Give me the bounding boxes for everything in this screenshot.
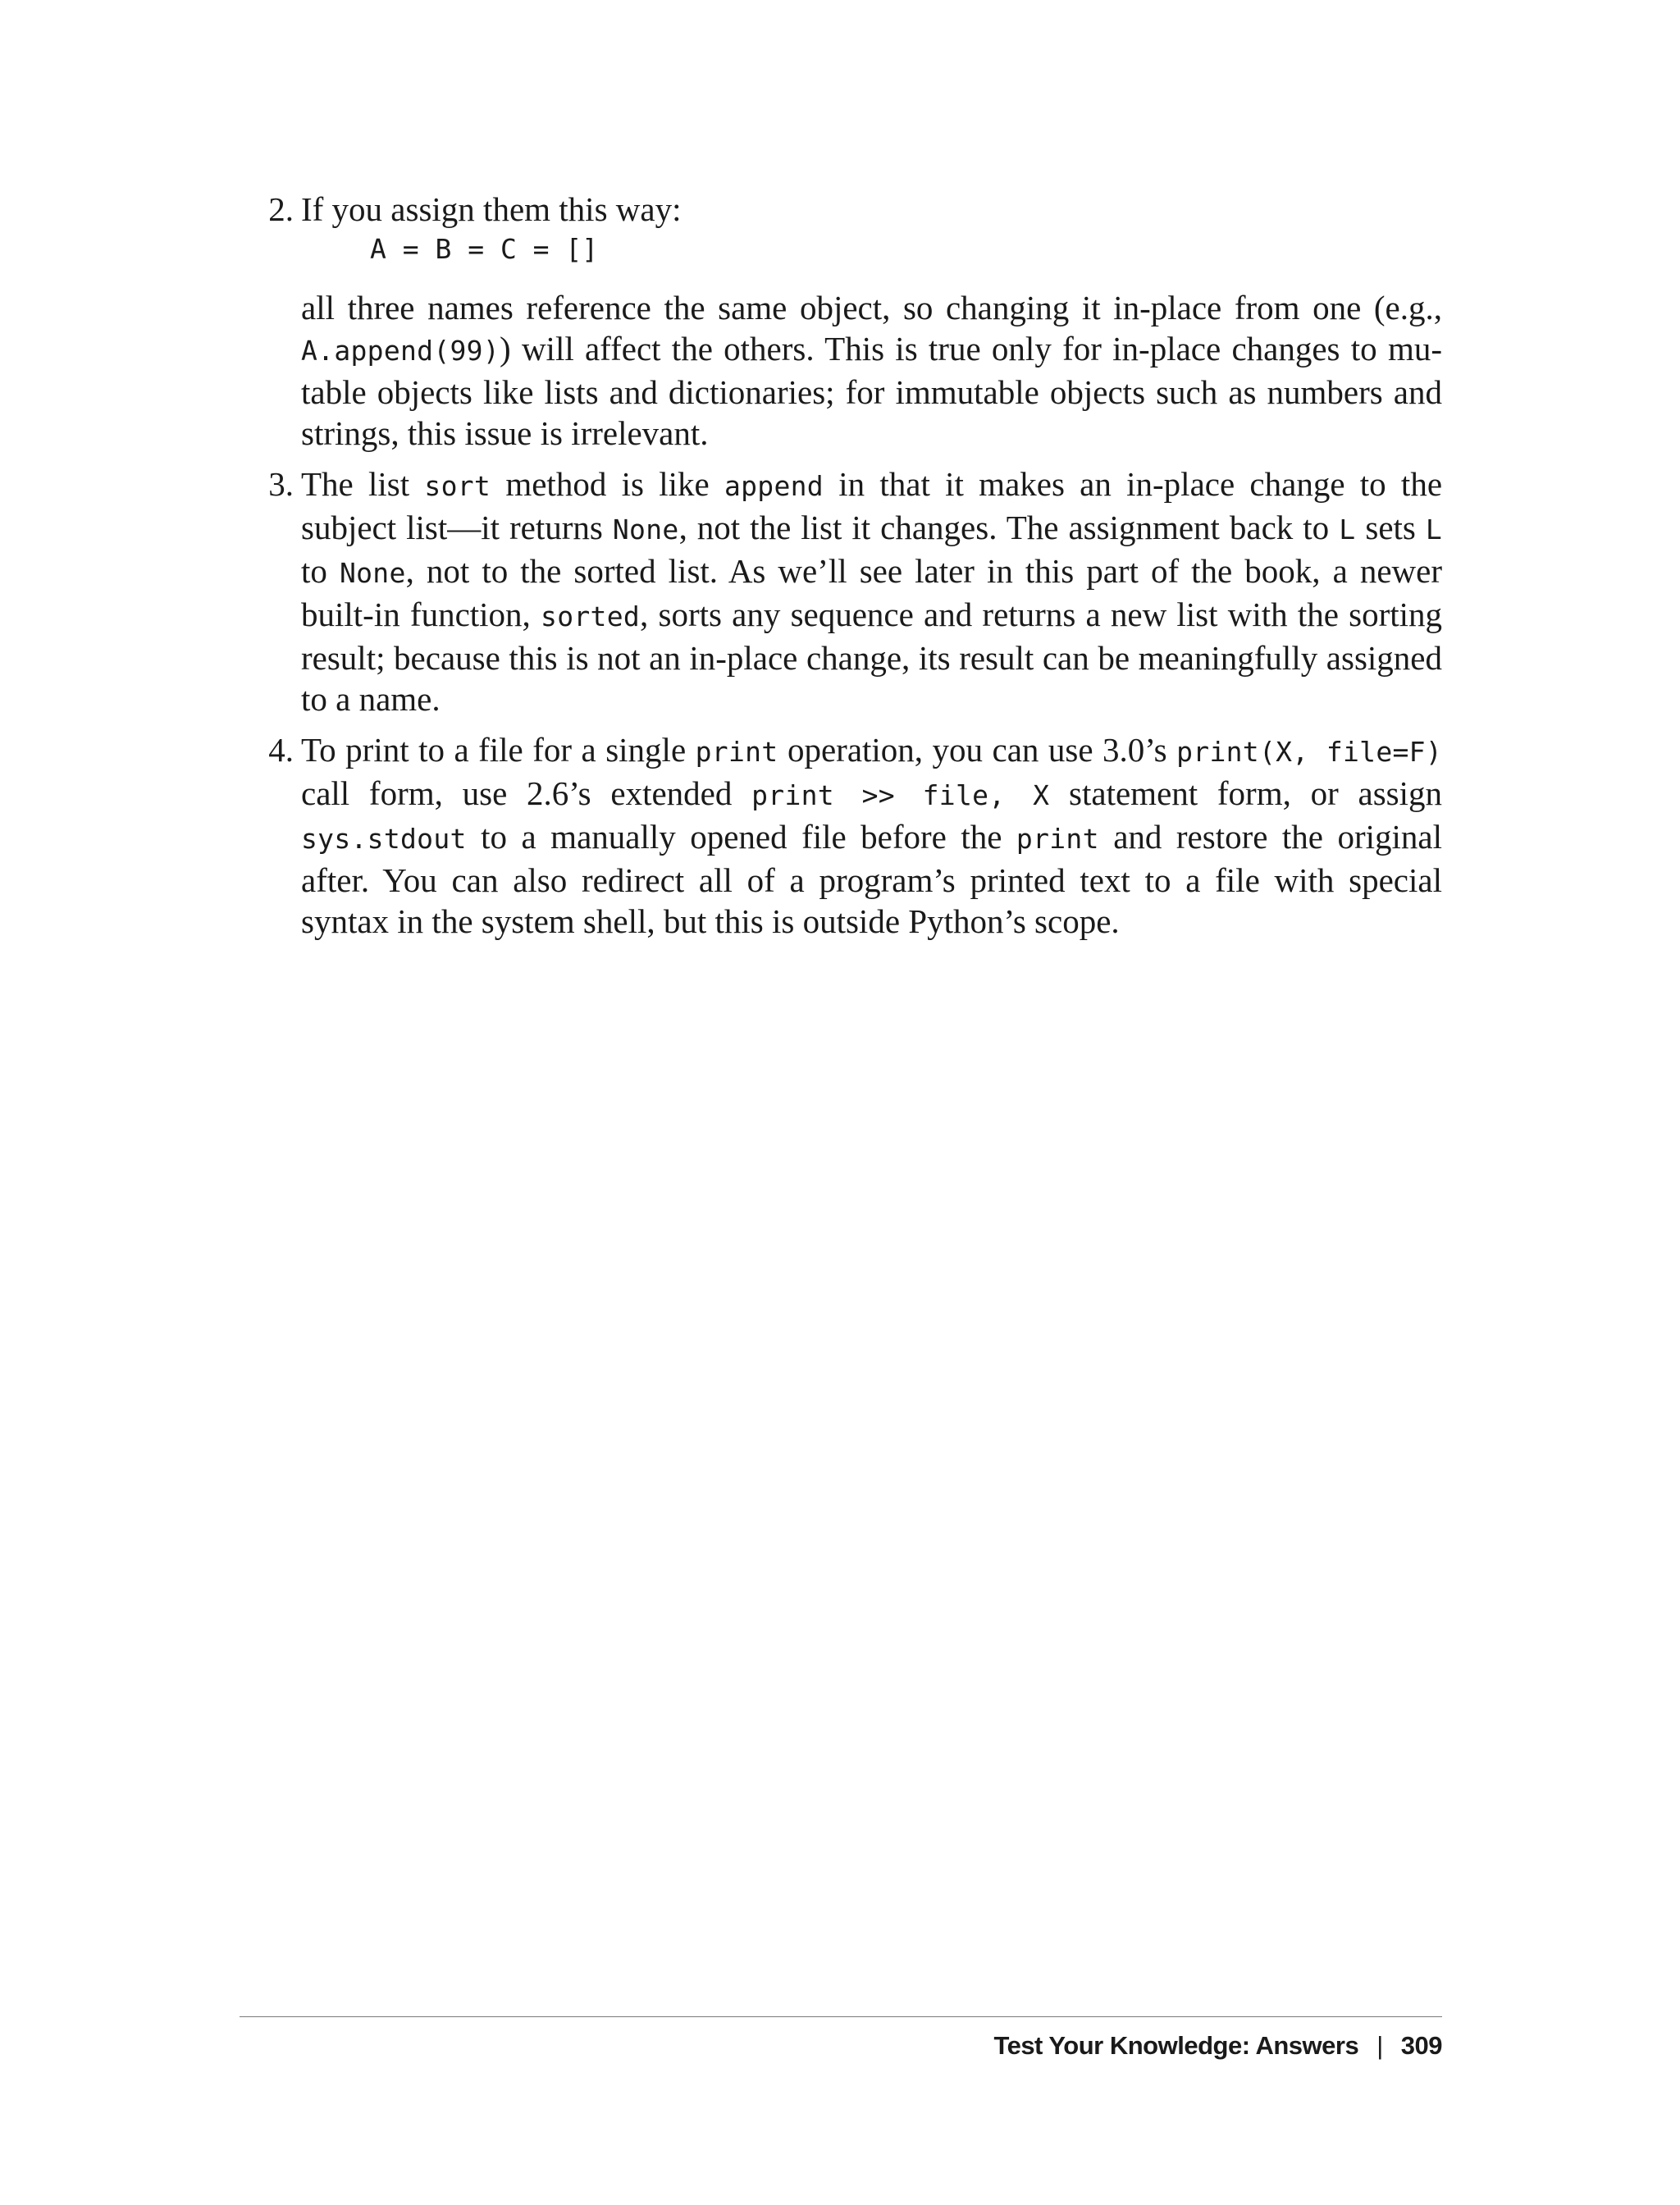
intro-text: If you assign them this way: bbox=[301, 190, 682, 228]
text-run: to bbox=[301, 552, 327, 590]
inline-code: print >> file, X bbox=[751, 779, 1050, 811]
text-run: method is like bbox=[505, 465, 710, 503]
text-run: , not to the sorted list. As we’ll see later in this part of the book, a newer built-in function, bbox=[301, 552, 1442, 633]
text-run: statement form, or assign bbox=[1069, 774, 1443, 812]
text-run: and restore the original after. You can also redirect all of a program’s printed text to a file with special syntax in the system shell, but this is outside Python’s scope. bbox=[301, 818, 1442, 940]
inline-code: None bbox=[612, 514, 679, 546]
text-run: To print to a file for a single bbox=[301, 731, 687, 769]
text-run: , not the list it changes. The assignment back to bbox=[678, 509, 1330, 546]
text-run: all three names reference the same object, so changing it in-place from one (e.g., bbox=[301, 289, 1442, 326]
list-item-2 bbox=[254, 189, 1442, 454]
text-run: in that it makes an in-place change to the subject list—it returns bbox=[301, 465, 1443, 546]
page-body bbox=[254, 189, 1442, 952]
inline-code: None bbox=[339, 557, 406, 589]
inline-code: L bbox=[1425, 514, 1443, 546]
code-block: A = B = C = [] bbox=[370, 233, 599, 265]
item-number: 2. bbox=[268, 190, 294, 228]
item-number: 3. bbox=[268, 465, 294, 503]
inline-code: L bbox=[1339, 514, 1356, 546]
page-number: 309 bbox=[1400, 2031, 1442, 2060]
inline-code: append bbox=[724, 470, 824, 502]
inline-code: print bbox=[1016, 823, 1099, 855]
text-run: call form, use 2.6’s extended bbox=[301, 774, 733, 812]
item-paragraph bbox=[301, 463, 1442, 719]
footer-rule bbox=[240, 2016, 1442, 2017]
item-paragraph bbox=[301, 287, 1442, 454]
item-intro bbox=[301, 189, 1442, 230]
running-footer bbox=[993, 2029, 1442, 2062]
inline-code: print(X, file=F) bbox=[1176, 736, 1443, 768]
inline-code: print bbox=[695, 736, 778, 768]
list-item-3 bbox=[254, 463, 1442, 719]
inline-code: sort bbox=[424, 470, 491, 502]
inline-code: sorted bbox=[541, 600, 641, 632]
text-run: ) will affect the others. This is true only for in-place changes to mu-table objects like lists and dictionaries; for immutable objects such as numbers and strings, this issue is irrelevant. bbox=[301, 330, 1442, 452]
footer-section-title: Test Your Knowledge: Answers bbox=[993, 2031, 1359, 2060]
text-run: sets bbox=[1365, 509, 1416, 546]
text-run: operation, you can use 3.0’s bbox=[787, 731, 1167, 769]
item-number: 4. bbox=[268, 731, 294, 769]
text-run: to a manually opened file before the bbox=[481, 818, 1002, 856]
inline-code: A.append(99) bbox=[301, 335, 500, 367]
inline-code: sys.stdout bbox=[301, 823, 467, 855]
text-run: The list bbox=[301, 465, 410, 503]
list-item-4 bbox=[254, 729, 1442, 942]
footer-separator: | bbox=[1376, 2031, 1383, 2060]
text-run: , sorts any sequence and returns a new list with the sorting result; because this is not an in-place change, its result can be meaningfully assigned to a name. bbox=[301, 596, 1443, 718]
item-paragraph bbox=[301, 729, 1442, 942]
